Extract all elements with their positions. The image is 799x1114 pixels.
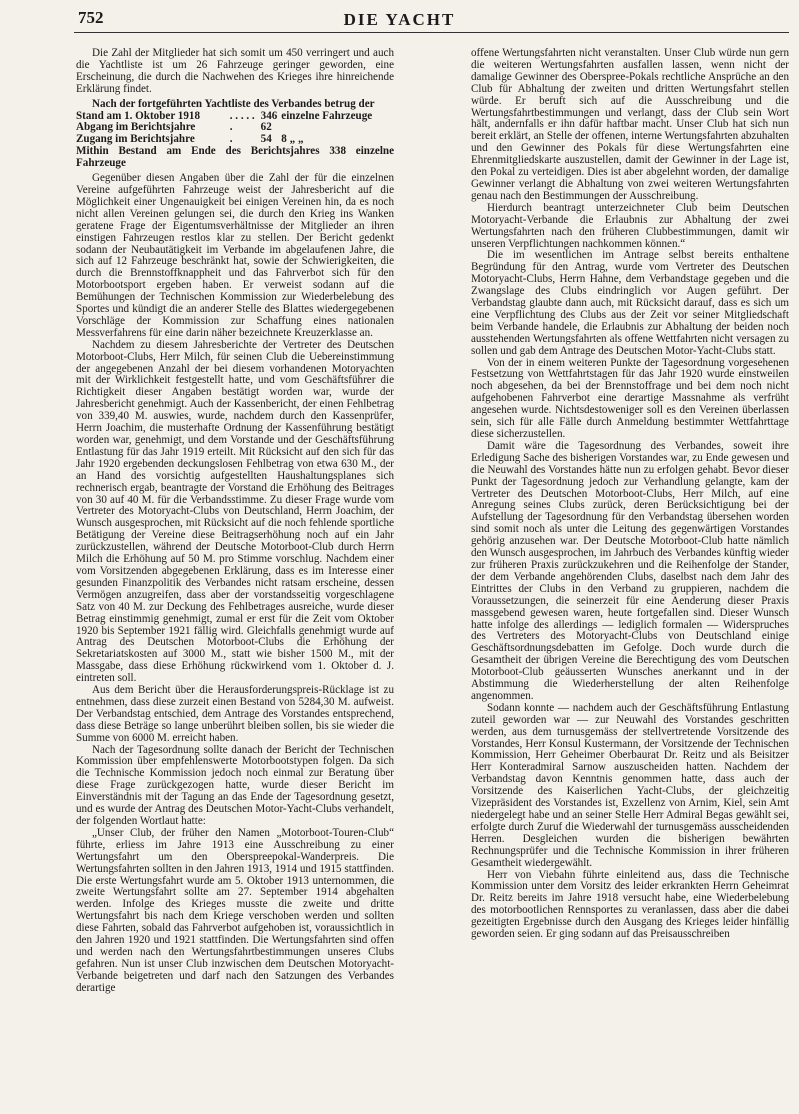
row-label: Abgang im Berichtsjahre — [76, 121, 196, 134]
row-value: 54 — [260, 133, 272, 146]
header-rule — [74, 32, 789, 33]
row-dots: . — [229, 133, 233, 146]
yachtliste-total: Mithin Bestand am Ende des Berichtsjahres 338 einzelne Fahrzeuge — [76, 145, 394, 170]
paragraph-membership: Die Zahl der Mitglieder hat sich somit um 450 verringert und auch die Yachtliste ist um 26 Fahrzeuge geringer geworden, eine Erscheinung, die durch die Nachwehen des Krieges ihre hinreichende Erklärung findet. — [76, 48, 394, 95]
yachtliste-table — [76, 111, 394, 147]
paragraph-technische-kommission: Herr von Viebahn führte einleitend aus, dass die Technische Kommission unter dem Vorsitz des leider erkrankten Herrn Geheimrat Dr. Reitz bereits im Jahre 1918 versucht habe, eine Wiederbelebung des motorbootlichen Rennsportes zu veranlassen, dass aber die dabei gezeitigten Ergebnisse durch den Ausgang des Krieges leider hinfällig geworden seien. Er ging sodann auf das Preisausschreiben — [471, 868, 789, 941]
paragraph-tagesordnung: Nach der Tagesordnung sollte danach der Bericht der Technischen Kommission über empfehlenswerte Motorbootstypen folgen. Da sich die Technische Kommission jedoch noch einmal zur Beratung über diese Frage zurückgezogen hatte, wurde dieser Bericht im Einverständnis mit der Tagung an das Ende der Tagesordnung gesetzt, und es wurde der Antrag des Deutschen Motor-Yacht-Clubs verhandelt, der folgenden Wortlaut hatte: — [76, 743, 394, 827]
paragraph-kassenbericht: Nachdem zu diesem Jahresberichte der Vertreter des Deutschen Motorboot-Clubs, Herr Milch, für seinen Club die Uebereinstimmung der angegebenen Anzahl der bei diesem vorhandenen Motoryachten mit der Wirklichkeit festgestellt hatte, und vom Geschäftsführer die Richtigkeit dieser Angaben bestätigt worden war, wurde der Jahresbericht genehmigt. Auch der Kassenbericht, der einen Fehlbetrag von 339,40 M. auswies, wurde, nachdem durch den Kassenprüfer, Herrn Joachim, die musterhafte Ordnung der Kassenführung bestätigt worden war, genehmigt, und dem Vorstande und der Geschäftsführung Entlastung für das Jahr 1919 erteilt. Mit Rücksicht auf den sich für das Jahr 1920 ergebenden deckungslosen Fehlbetrag von etwa 630 M., der an Hand des vorsichtig aufgestellten Haushaltungsplanes sich rechnerisch ergab, beantragte der Vorstand die Erhöhung des Beitrages von 30 auf 40 M. für die Verbandsstimme. Zu dieser Frage wurde vom Vertreter des Motoryacht-Clubs von Deutschland, Herrn Joachim, der Wunsch ausgesprochen, mit Rücksicht auf die noch fehlende sportliche Betätigung der Vereine diese Beitragserhöhung noch auf ein Jahr zurückzustellen, während der Deutsche Motorboot-Club durch Herrn Milch die Erhöhung auf 50 M. pro Stimme vorschlug. Nachdem einer vom Vorsitzenden abgegebenen Erklärung, dass es im Interesse einer gesunden Finanzpolitik des Verbandes nicht ratsam erscheine, dessen Vermögen anzugreifen, dass aber der vorstandsseitig vorgeschlagene Satz von 40 M. zur Deckung des Fehlbetrages ausreiche, wurde dieser Betrag einstimmig genehmigt, zumal er erst für die Zeit vom Oktober 1920 bis September 1921 fällig wird. Gleichfalls genehmigt wurde auf Antrag des Deutschen Motorboot-Clubs die Erhöhung der Sekretariatskosten auf 3000 M., statt wie bisher 1500 M., mit der Massgabe, dass diese Erhöhung rückwirkend vom 1. Oktober d. J. eintreten soll. — [76, 338, 394, 685]
row-value: 346 — [260, 109, 278, 122]
right-column — [471, 48, 789, 1110]
row-dots: . — [229, 121, 233, 134]
paragraph-begruendung: Die im wesentlichen im Antrage selbst bereits enthaltene Begründung für den Antrag, wurde vom Vertreter des Deutschen Motoryacht-Clubs, Herrn Hahne, dem Verbandstage gegeben und die Zwangslage des Clubs eindringlich vor Augen geführt. Der Verbandstag glaubte dann auch, mit Rücksicht darauf, dass es sich um eine Verpflichtung des Clubs aus der Zeit vor seiner Mitgliedschaft beim Verbande handele, die Erlaubnis zur Abhaltung der beiden noch ausstehenden Wertungsfahrten als offene Wettfahrten nicht versagen zu sollen und gab dem Antrage des Deutschen Motor-Yacht-Clubs statt. — [471, 249, 789, 357]
paragraph-erlaubnis: Hierdurch beantragt unterzeichneter Club beim Deutschen Motoryacht-Verbande die Erlaubnis zur Abhaltung der zwei Wertungsfahrten nach den früheren Clubbestimmungen, damit wir unseren Verpflichtungen nachkommen können.“ — [471, 201, 789, 250]
paragraph-fahrzeuge: Gegenüber diesen Angaben über die Zahl der für die einzelnen Vereine aufgeführten Fahrzeuge weist der Jahresbericht auf die Möglichkeit einer Ungenauigkeit bei einigen Vereinen hin, da es noch nicht allen Vereinen gelungen sei, die durch den Krieg ins Wanken geratene Frage der Eigentumsverhältnisse der Mitglieder an ihren einstigen Fahrzeugen restlos klar zu stellen. Der Bericht gedenkt sodann der Neubautätigkeit im Verbande im abgelaufenen Jahre, die sich auf 12 Fahrzeuge beschränkt hat, sowie der Schwierigkeiten, die durch die Brennstoffknappheit und das Fahrverbot sich für den Motorbootsport ergeben haben. Er verweist sodann auf die Bemühungen der Technischen Kommission zur Wiederbelebung des Sportes und kündigt die an anderer Stelle des Blattes wiedergegebenen Vorschläge der Kommission zur Schaffung eines nationalen Messverfahrens für eine darin näher bezeichnete Kreuzerklasse an. — [76, 172, 394, 339]
paragraph-ruecklage: Aus dem Bericht über die Herausforderungspreis-Rücklage ist zu entnehmen, dass diese zurzeit einen Bestand von 5284,30 M. aufweist. Der Verbandstag entschied, dem Antrage des Vorstandes entsprechend, dass diese Beträge so lange unberührt bleiben sollen, bis sie wieder die Summe von 6000 M. erreicht haben. — [76, 684, 394, 744]
row-dots: . . . . . — [229, 109, 255, 122]
row-unit: einzelne Fahrzeuge — [281, 109, 373, 122]
paragraph-antrag-cont: offene Wertungsfahrten nicht veranstalten. Unser Club würde nun gern die weiteren Wertungsfahrten ausfallen lassen, wenn nicht der damalige Gewinner des Oberspree-Pokals rechtliche Ansprüche an den Club für Abhaltung der zweiten und dritten Wertungsfahrt stellen würde. Er beruft sich auf die Ausschreibung und die Wertungsfahrtbestimmungen und verlangt, dass der Club sein Wort hält, andernfalls er ihn dafür haftbar macht. Unser Club hat sich nun bereit erklärt, an Stelle der offenen, interne Wertungsfahrten abzuhalten und den Gewinner des Pokals für diese Wertungsfahrten eine Ehrenmitgliedskarte auszustellen, damit der Gewinner in der Lage ist, den Pokal zu verteidigen. Dies ist aber abgelehnt worden, der damalige Gewinner verlangt die Abhaltung von zwei weiteren Wertungsfahrten genau nach den Bestimmungen der Ausschreibung. — [471, 48, 789, 202]
row-label: Zugang im Berichtsjahre — [76, 133, 195, 146]
paragraph-stander: Damit wäre die Tagesordnung des Verbandes, soweit ihre Erledigung Sache des bisherigen Vorstandes war, zu Ende gewesen und die Neuwahl des Vorstandes hätte nun zu erfolgen gehabt. Bevor dieser Punkt der Tagesordnung jedoch zur Verhandlung gelangte, kam der Vertreter des Deutschen Motorboot-Clubs, Herr Milch, auf eine Anregung seines Clubs zurück, deren Berücksichtigung bei der Aufstellung der Tagesordnung für den Verbandstag übersehen worden sind somit noch als unter die Leitung des gegenwärtigen Vorstandes gehörig anzusehen war. Der Deutsche Motorboot-Club hatte nämlich den Wunsch ausgesprochen, im Jahrbuch des Verbandes künftig wieder zur früheren Praxis zurückzukehren und die Reihenfolge der Stander, der dem Verbande angehörenden Clubs, daselbst nach dem Jahr des Eintrittes der Clubs in den Verband zu gruppieren, nachdem die Voraussetzungen, die seinerzeit für eine Aenderung dieser Praxis massgebend gewesen waren, heute fortgefallen sind. Dieser Wunsch hatte infolge des allerdings — lediglich formalen — Widerspruches des Vertreters des Motoryacht-Clubs von Deutschland einige Geschäftsordnungsdebatten im Gefolge. Doch wurde durch die Gesamtheit der übrigen Vereine die Berechtigung des vom Deutschen Motorboot-Club geäusserten Wunsches anerkannt und in der Abstimmung die Wiederherstellung der alten Reihenfolge angenommen. — [471, 439, 789, 702]
yachtliste-intro: Nach der fortgeführten Yachtliste des Verbandes betrug der — [92, 97, 375, 110]
page-number: 752 — [78, 8, 104, 27]
left-column — [76, 48, 394, 1110]
row-value: 62 — [260, 121, 272, 134]
row-unit: 8 „ „ — [281, 133, 304, 146]
paragraph-antrag-quote: „Unser Club, der früher den Namen „Motorboot-Touren-Club“ führte, erliess im Jahre 1913 eine Ausschreibung zu einer Wertungsfahrt um den Oberspreepokal-Wanderpreis. Die Wertungsfahrten sollten in den Jahren 1913, 1914 und 1915 stattfinden. Die erste Wertungsfahrt wurde am 5. Oktober 1913 unternommen, die zweite Wertungsfahrt sollte am 27. September 1914 abgehalten werden. Infolge des Krieges musste die zweite und dritte Wertungsfahrt bis nach dem Kriege verschoben werden und sollten diese Fahrten, sobald das Fahrverbot aufgehoben ist, voraussichtlich in den Jahren 1920 und 1921 stattfinden. Die Wertungsfahrten sind offen und werden nach den Wertungsfahrtbestimmungen unseres Clubs gefahren. Nun ist unser Club inzwischen dem Deutschen Motoryacht-Verbande beigetreten und darf nach den Satzungen des Verbandes derartige — [76, 826, 394, 994]
row-label: Stand am 1. Oktober 1918 — [76, 109, 200, 122]
paragraph-wettfahrtstage: Von der in einem weiteren Punkte der Tagesordnung vorgesehenen Festsetzung von Wettfahrtstagen für das Jahr 1920 wurde einstweilen noch abgesehen, da bei der Brennstoffrage und bei dem noch nicht aufgehobenen Fahrverbot eine derartige Massnahme als verfrüht angesehen wurde. Nichtsdestoweniger soll es den Vereinen überlassen sein, sich für alle Fälle durch Anmeldung bestimmter Wettfahrttage diese sicherzustellen. — [471, 356, 789, 440]
running-header-title: DIE YACHT — [343, 10, 456, 29]
paragraph-neuwahl: Sodann konnte — nachdem auch der Geschäftsführung Entlastung zuteil geworden war — zur Neuwahl des Vorstandes geschritten werden, aus dem turnusgemäss der stellvertretende Vorsitzende des Vorstandes, Herr Konsul Kustermann, der Vorsitzende der Technischen Kommission, Herr Geheimer Oberbaurat Dr. Reitz und als Beisitzer Herr Konteradmiral Sarnow auszuscheiden hatten. Nachdem der Verbandstag davon Kenntnis genommen hatte, dass auch der Vorsitzende des Kaiserlichen Yacht-Clubs, der gleichzeitig Vizepräsident des Vorstandes ist, Exzellenz von Arnim, Kiel, sein Amt niedergelegt habe und an seiner Stelle Herr Admiral Begas gewählt sei, erfolgte durch Zuruf die Wiederwahl der turnusgemäss ausscheidenden Herren. Desgleichen wurden die bisherigen bewährten Rechnungsprüfer und die Technische Kommission in ihrer früheren Gesamtheit wiedergewählt. — [471, 701, 789, 869]
